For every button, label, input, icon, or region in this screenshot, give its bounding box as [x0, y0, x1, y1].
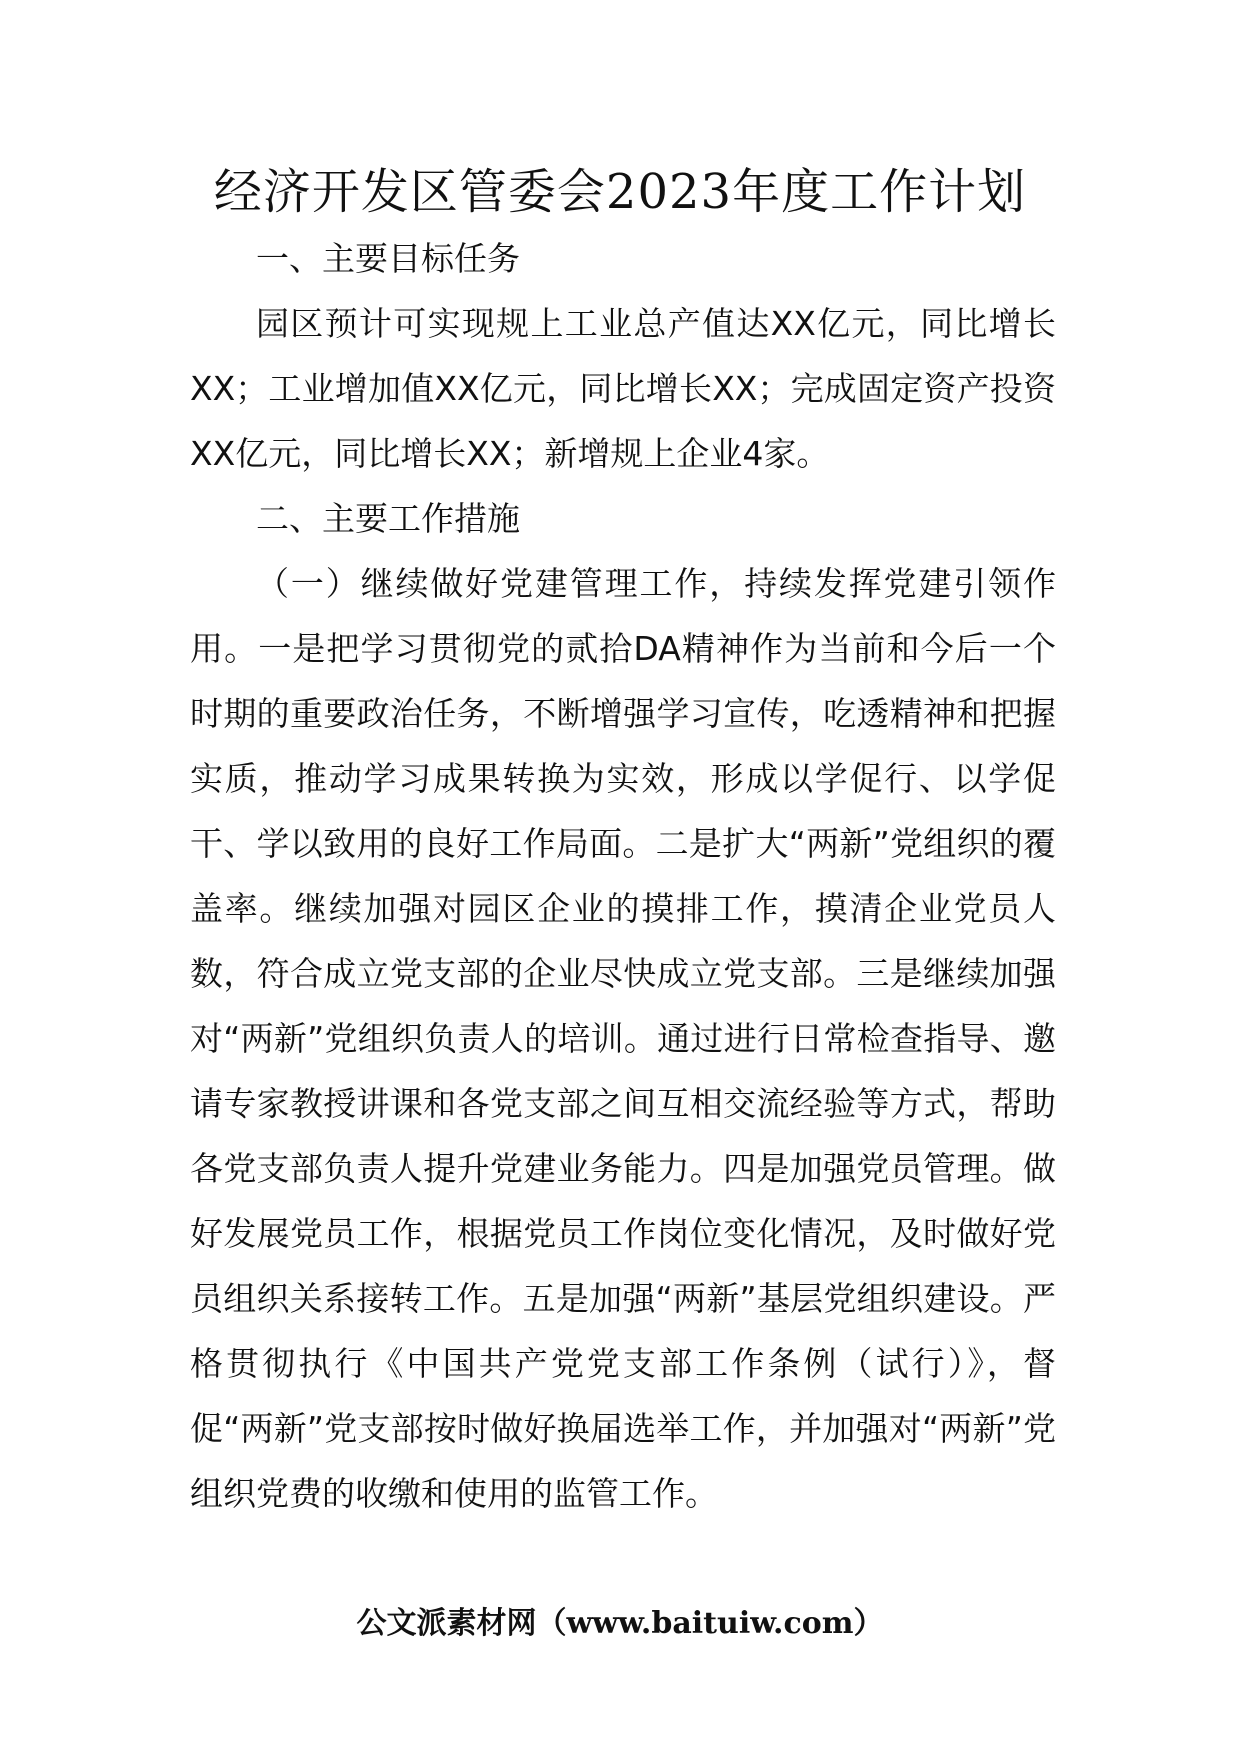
document-body	[190, 226, 1056, 1526]
paragraph-goals: 园区预计可实现规上工业总产值达XX亿元，同比增长XX；工业增加值XX亿元，同比增长XX；完成固定资产投资XX亿元，同比增长XX；新增规上企业4家。	[190, 304, 1056, 473]
footer-source: 公文派素材网（www.baituiw.com）	[356, 1606, 884, 1641]
section-heading-goals: 一、主要目标任务	[256, 239, 520, 278]
paragraph-party-building: （一）继续做好党建管理工作，持续发挥党建引领作用。一是把学习贯彻党的贰拾DA精神作为当前和今后一个时期的重要政治任务，不断增强学习宣传，吃透精神和把握实质，推动学习成果转换为实效，形成以学促行、以学促干、学以致用的良好工作局面。二是扩大“两新”党组织的覆盖率。继续加强对园区企业的摸排工作，摸清企业党员人数，符合成立党支部的企业尽快成立党支部。三是继续加强对“两新”党组织负责人的培训。通过进行日常检查指导、邀请专家教授讲课和各党支部之间互相交流经验等方式，帮助各党支部负责人提升党建业务能力。四是加强党员管理。做好发展党员工作，根据党员工作岗位变化情况，及时做好党员组织关系接转工作。五是加强“两新”基层党组织建设。严格贯彻执行《中国共产党党支部工作条例（试行）》，督促“两新”党支部按时做好换届选举工作，并加强对“两新”党组织党费的收缴和使用的监管工作。	[190, 564, 1056, 1513]
document-title: 经济开发区管委会2023年度工作计划	[213, 164, 1027, 220]
section-heading-measures: 二、主要工作措施	[256, 499, 520, 538]
